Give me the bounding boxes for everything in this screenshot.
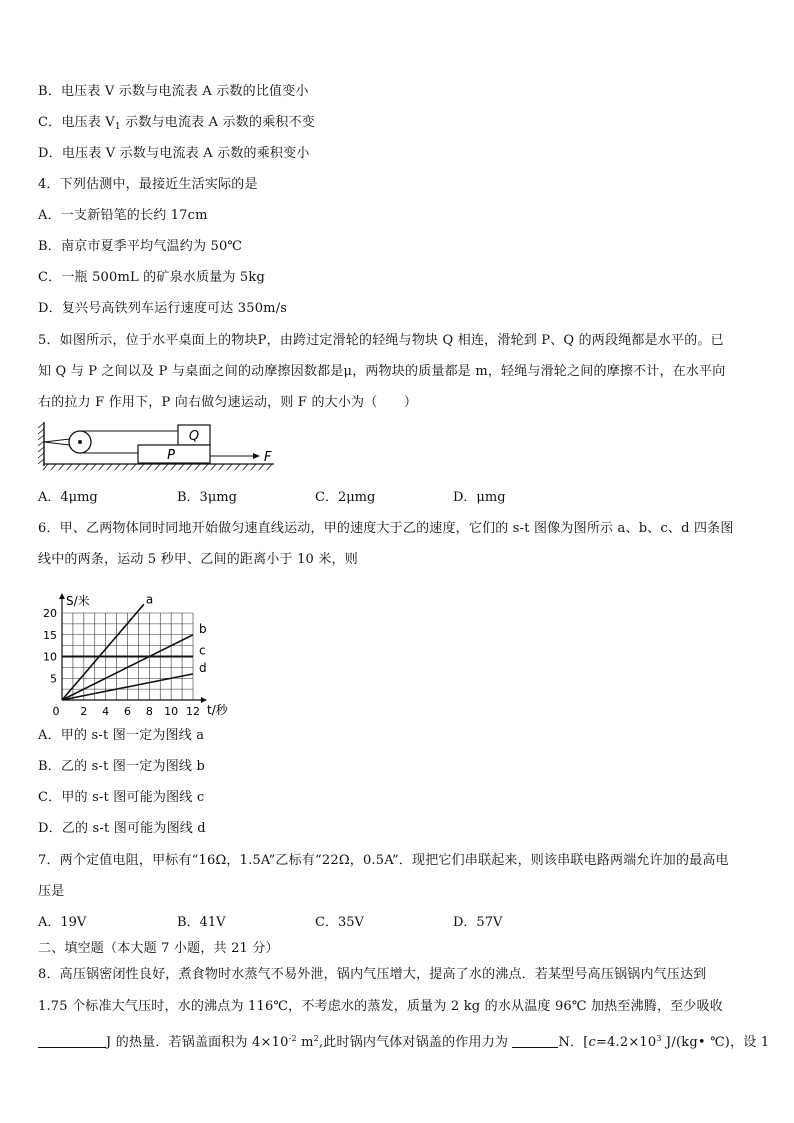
q4-option-d: D．复兴号高铁列车运行速度可达 350m/s xyxy=(38,301,288,316)
label-q: Q xyxy=(188,429,200,444)
q5-stem-line3: 右的拉力 F 作用下，P 向右做匀速运动，则 F 的大小为（ ） xyxy=(38,395,418,410)
x-tick-label: 0 xyxy=(52,705,60,718)
y-tick-label: 15 xyxy=(43,628,57,642)
st-graph xyxy=(38,580,238,720)
q4-option-c: C．一瓶 500mL 的矿泉水质量为 5kg xyxy=(38,270,265,285)
q6-option-b: B．乙的 s-t 图一定为图线 b xyxy=(38,759,205,774)
q7-stem-line2: 压是 xyxy=(38,884,65,899)
q4-option-a: A．一支新铅笔的长约 17cm xyxy=(38,208,208,223)
q6-stem-line1: 6．甲、乙两物体同时同地开始做匀速直线运动，甲的速度大于乙的速度，它们的 s-t 图像为图所示 a、b、c、d 四条图 xyxy=(38,521,734,536)
answer-blank-2[interactable] xyxy=(512,1035,558,1048)
pulley-block-diagram xyxy=(38,420,278,475)
q3-option-d: D．电压表 V 示数与电流表 A 示数的乘积变小 xyxy=(38,146,310,161)
q7-option-d: D．57V xyxy=(453,915,503,930)
y-tick-label: 10 xyxy=(43,650,57,664)
label-p: P xyxy=(167,448,175,463)
series-label-c: c xyxy=(199,643,206,658)
q5-stem-line1: 5．如图所示，位于水平桌面上的物块P，由跨过定滑轮的轻绳与物块 Q 相连，滑轮到 P、Q 的两段绳都是水平的。已 xyxy=(38,333,724,348)
section-heading: 二、填空题（本大题 7 小题，共 21 分） xyxy=(38,941,279,956)
q8-stem-line2: 1.75 个标准大气压时，水的沸点为 116℃，不考虑水的蒸发，质量为 2 kg 的水从温度 96℃ 加热至沸腾，至少吸收 xyxy=(38,999,723,1014)
y-axis-arrow xyxy=(59,593,65,599)
q6-option-a: A．甲的 s-t 图一定为图线 a xyxy=(38,728,205,743)
q8-stem-line3: J 的热量．若锅盖面积为 $4\times 10^{-2}$ $m^2$,此时锅内气体对锅盖的作用力为 N．[$c=4.2\times 10^3$ J/(kg• ℃)，设 1 xyxy=(38,1031,769,1051)
q5-stem-line2: 知 Q 与 P 之间以及 P 与桌面之间的动摩擦因数都是μ，两物块的质量都是 m，轻绳与滑轮之间的摩擦不计，在水平向 xyxy=(38,364,726,379)
x-tick-label: 12 xyxy=(186,705,200,718)
x-axis-label: t/秒 xyxy=(207,703,228,717)
q5-option-b: B．3μmg xyxy=(177,490,237,505)
answer-blank-1[interactable] xyxy=(38,1035,106,1048)
q4-option-b: B．南京市夏季平均气温约为 50℃ xyxy=(38,239,243,254)
q7-option-b: B．41V xyxy=(177,915,226,930)
series-label-d: d xyxy=(199,660,207,675)
q3-option-c: C．电压表 $V_1$ 示数与电流表 A 示数的乘积不变 xyxy=(38,115,315,132)
series-label-a: a xyxy=(145,592,154,607)
q6-option-d: D．乙的 s-t 图可能为图线 d xyxy=(38,821,206,836)
ground-hatch xyxy=(43,464,272,470)
label-f: F xyxy=(264,450,272,465)
y-tick-label: 5 xyxy=(50,672,57,686)
x-tick-label: 2 xyxy=(80,705,88,718)
y-tick-label: 20 xyxy=(43,607,57,620)
q6-option-c: C．甲的 s-t 图可能为图线 c xyxy=(38,790,205,805)
q6-stem-line2: 线中的两条，运动 5 秒甲、乙间的距离小于 10 米，则 xyxy=(38,552,358,567)
series-label-b: b xyxy=(199,621,207,636)
q7-option-c: C．35V xyxy=(315,915,364,930)
q4-stem: 4．下列估测中，最接近生活实际的是 xyxy=(38,177,258,192)
x-tick-label: 10 xyxy=(164,705,179,718)
x-tick-label: 6 xyxy=(124,705,131,718)
q3-option-b: B．电压表 V 示数与电流表 A 示数的比值变小 xyxy=(38,84,309,99)
q7-stem-line1: 7．两个定值电阻，甲标有“16Ω，1.5A”乙标有“22Ω，0.5A”．现把它们串联起来，则该串联电路两端允许加的最高电 xyxy=(38,853,729,868)
q5-option-d: D．μmg xyxy=(453,490,506,505)
q7-option-a: A．19V xyxy=(38,915,87,930)
q5-option-a: A．4μmg xyxy=(38,490,98,505)
q5-option-c: C．2μmg xyxy=(315,490,376,505)
y-axis-label: S/米 xyxy=(66,594,90,608)
q8-stem-line1: 8．高压锅密闭性良好，煮食物时水蒸气不易外泄，锅内气压增大，提高了水的沸点．若某型号高压锅锅内气压达到 xyxy=(38,967,707,982)
x-tick-label: 4 xyxy=(102,705,110,718)
x-tick-label: 8 xyxy=(145,705,153,718)
